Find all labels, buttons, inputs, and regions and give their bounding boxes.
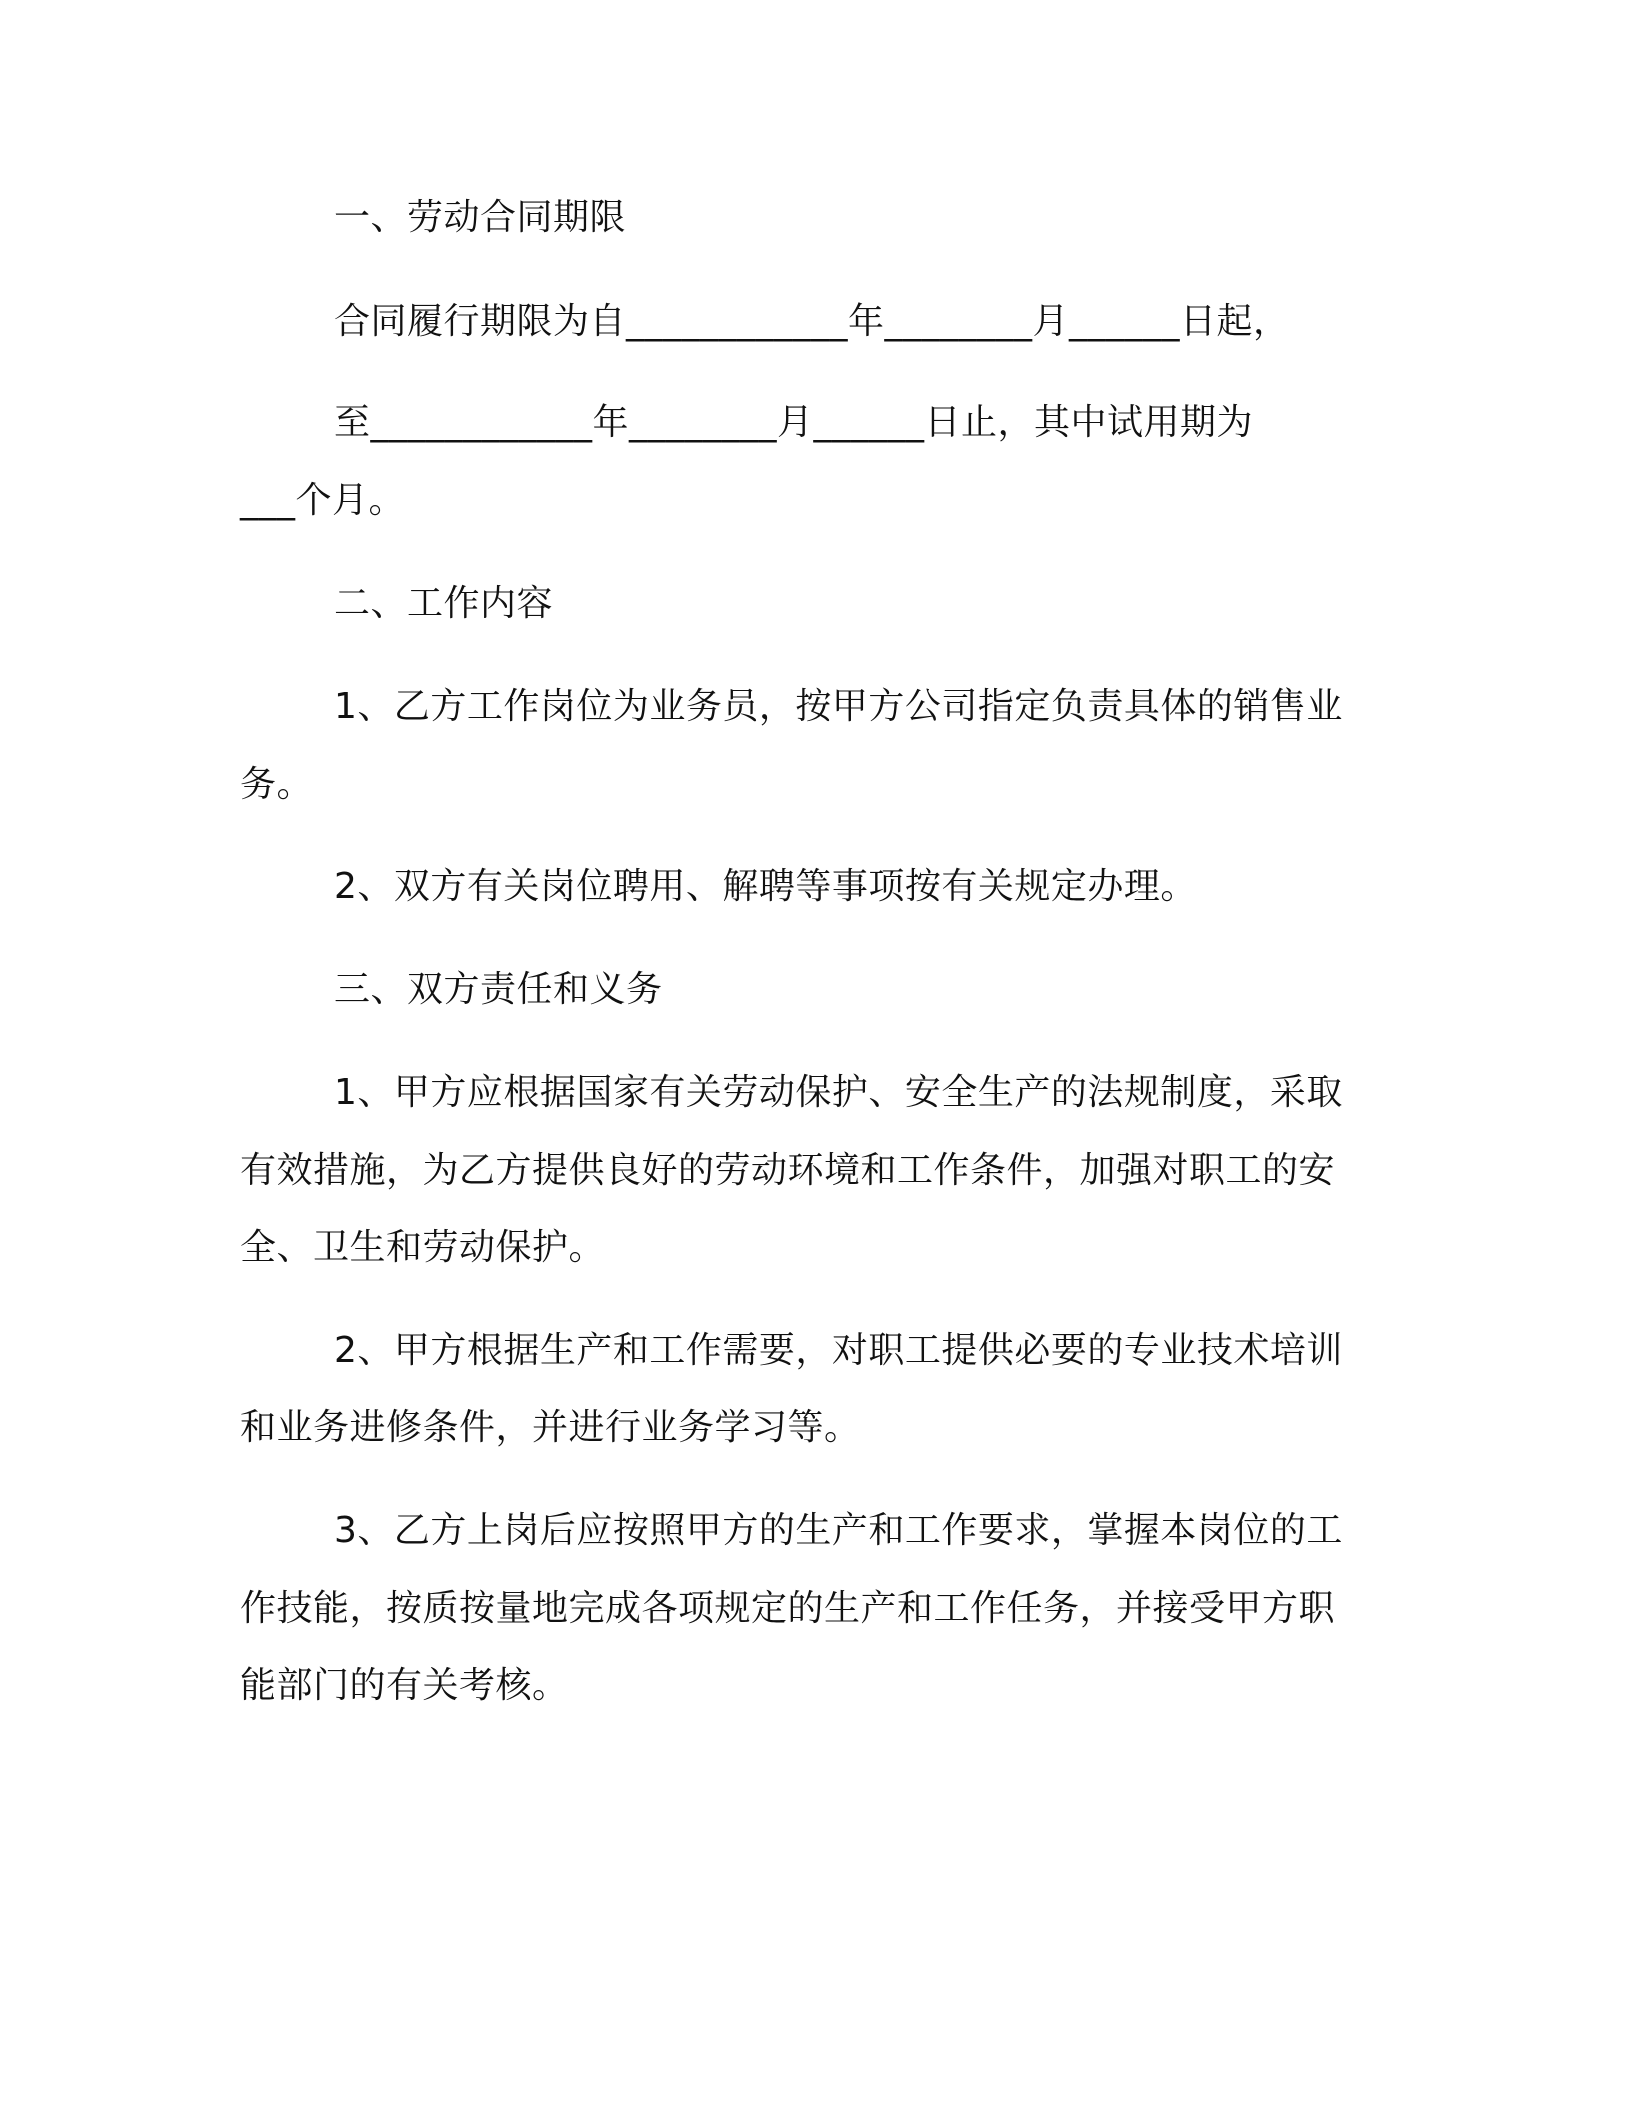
contract-term-start-line: 合同履行期限为自____________年________月______日起， [334,301,1290,342]
probation-period-line: ___个月。 [240,480,406,521]
responsibility-item-3-line-1: 3、乙方上岗后应按照甲方的生产和工作要求，掌握本岗位的工 [334,1510,1343,1551]
responsibility-item-3-line-3: 能部门的有关考核。 [240,1665,569,1706]
responsibility-item-1-line-1: 1、甲方应根据国家有关劳动保护、安全生产的法规制度，采取 [334,1072,1343,1113]
contract-term-end-line: 至____________年________月______日止，其中试用期为 [334,402,1254,443]
responsibility-item-1-line-3: 全、卫生和劳动保护。 [240,1227,606,1268]
job-content-item-1-line-1: 1、乙方工作岗位为业务员，按甲方公司指定负责具体的销售业 [334,686,1343,727]
responsibility-item-1-line-2: 有效措施，为乙方提供良好的劳动环境和工作条件，加强对职工的安 [240,1150,1336,1191]
responsibility-item-2-line-1: 2、甲方根据生产和工作需要，对职工提供必要的专业技术培训 [334,1330,1343,1371]
section-heading-responsibilities: 三、双方责任和义务 [334,969,663,1010]
job-content-item-1-line-2: 务。 [240,764,314,805]
section-heading-job-content: 二、工作内容 [334,583,554,624]
responsibility-item-3-line-2: 作技能，按质按量地完成各项规定的生产和工作任务，并接受甲方职 [240,1588,1336,1629]
section-heading-contract-term: 一、劳动合同期限 [334,197,627,238]
responsibility-item-2-line-2: 和业务进修条件，并进行业务学习等。 [240,1407,861,1448]
job-content-item-2: 2、双方有关岗位聘用、解聘等事项按有关规定办理。 [334,866,1197,907]
